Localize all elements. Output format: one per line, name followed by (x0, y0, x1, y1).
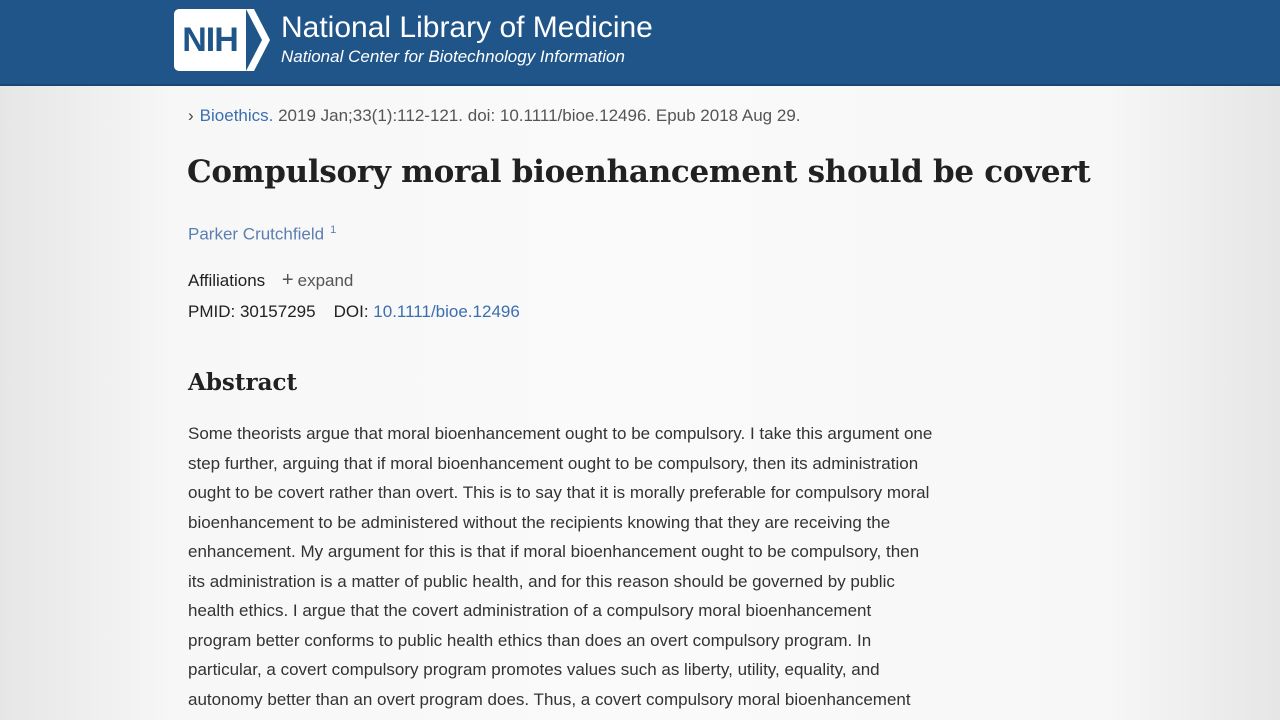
abstract-line: particular, a covert compulsory program promotes values such as liberty, utility, equality, and (188, 660, 880, 679)
citation-line (188, 106, 801, 126)
author-link[interactable]: Parker Crutchfield (188, 224, 325, 244)
nih-logo[interactable] (174, 9, 272, 71)
expand-label: expand (297, 271, 354, 290)
author-list (188, 224, 336, 245)
abstract-line: bioenhancement to be administered without the recipients knowing that they are receiving the (188, 512, 891, 532)
nih-logo-text: NIH (182, 20, 238, 59)
affiliations-row (188, 269, 353, 292)
brand-text[interactable] (281, 10, 653, 68)
doi-link[interactable]: 10.1111/bioe.12496 (373, 302, 520, 321)
abstract-text (188, 419, 1088, 714)
nih-logo-chevron-icon (246, 9, 272, 71)
pmid: PMID: 30157295 (188, 302, 316, 321)
brand-subtitle: National Center for Biotechnology Information (281, 47, 625, 66)
abstract-line: ought to be covert rather than overt. This is to say that it is morally preferable for compulsory moral (188, 483, 930, 502)
abstract-line: program better conforms to public health ethics than does an overt compulsory program. In (188, 630, 872, 650)
plus-icon: + (281, 269, 294, 291)
abstract-line: autonomy better than an overt program does. Thus, a covert compulsory moral bioenhancement (188, 689, 911, 709)
article-content (0, 86, 1280, 720)
abstract-line: its administration is a matter of public health, and for this reason should be governed by public (188, 571, 895, 591)
article-title: Compulsory moral bioenhancement should be covert (187, 154, 1091, 190)
author-affiliation-ref[interactable]: 1 (330, 224, 337, 236)
identifiers-row (188, 302, 520, 322)
chevron-right-icon[interactable]: › (188, 106, 194, 125)
citation-details: 2019 Jan;33(1):112-121. doi: 10.1111/bioe.12496. Epub 2018 Aug 29. (273, 106, 801, 125)
affiliations-label: Affiliations (188, 271, 266, 290)
site-header (0, 0, 1280, 86)
abstract-heading: Abstract (188, 369, 298, 396)
abstract-line: health ethics. I argue that the covert administration of a compulsory moral bioenhancement (188, 601, 872, 620)
abstract-line: step further, arguing that if moral bioenhancement ought to be compulsory, then its administration (188, 453, 919, 473)
abstract-line: Some theorists argue that moral bioenhancement ought to be compulsory. I take this argument one (188, 424, 933, 443)
doi-label: DOI: (333, 302, 369, 321)
brand-title: National Library of Medicine (281, 11, 653, 44)
journal-link[interactable]: Bioethics. (199, 106, 274, 125)
expand-affiliations-button[interactable] (282, 271, 353, 290)
abstract-line: enhancement. My argument for this is that if moral bioenhancement ought to be compulsory, then (188, 542, 920, 561)
nih-logo-box (174, 9, 246, 71)
